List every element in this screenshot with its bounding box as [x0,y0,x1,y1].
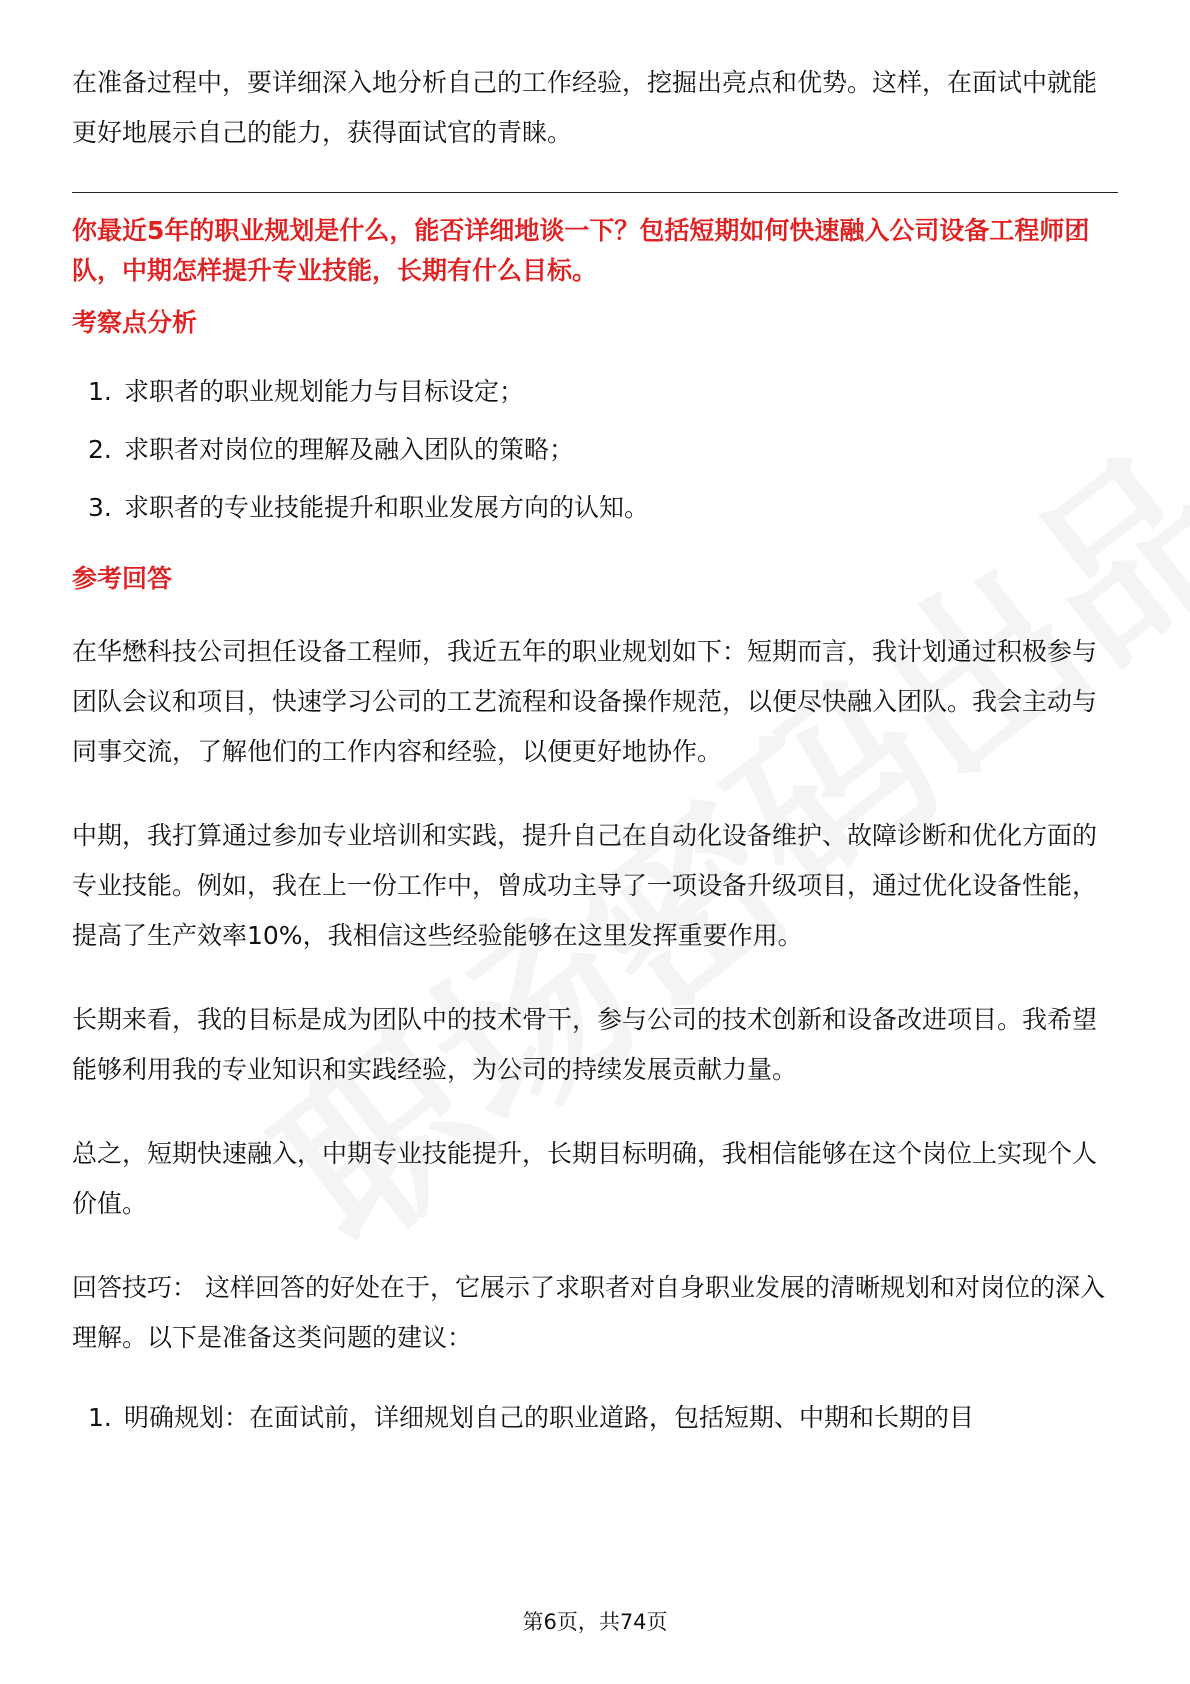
tips-paragraph: 回答技巧： 这样回答的好处在于，它展示了求职者对自身职业发展的清晰规划和对岗位的深入理解。以下是准备这类问题的建议： [72,1273,1105,1352]
list-number: 1. [88,377,112,406]
page-number: 第6页，共74页 [522,1610,668,1634]
list-number: 1. [88,1403,112,1432]
analysis-title: 考察点分析 [72,308,198,337]
answer-paragraph-short-term: 在华懋科技公司担任设备工程师，我近五年的职业规划如下：短期而言，我计划通过积极参与团队会议和项目，快速学习公司的工艺流程和设备操作规范，以便尽快融入团队。我会主动与同事交流，了解他们的工作内容和经验，以便更好地协作。 [72,637,1098,766]
list-item-text: 求职者对岗位的理解及融入团队的策略； [124,435,575,464]
tips-list [72,1393,1118,1443]
answer-paragraph-mid-term: 中期，我打算通过参加专业培训和实践，提升自己在自动化设备维护、故障诊断和优化方面的专业技能。例如，我在上一份工作中，曾成功主导了一项设备升级项目，通过优化设备性能，提高了生产效率10%，我相信这些经验能够在这里发挥重要作用。 [72,821,1098,950]
answer-title: 参考回答 [72,564,173,593]
interview-question: 你最近5年的职业规划是什么，能否详细地谈一下？包括短期如何快速融入公司设备工程师团队，中期怎样提升专业技能，长期有什么目标。 [72,216,1090,285]
list-item [72,421,1118,479]
intro-paragraph: 在准备过程中，要详细深入地分析自己的工作经验，挖掘出亮点和优势。这样，在面试中就能更好地展示自己的能力，获得面试官的青睐。 [72,68,1098,147]
list-number: 2. [88,435,112,464]
answer-paragraph-summary: 总之，短期快速融入，中期专业技能提升，长期目标明确，我相信能够在这个岗位上实现个人价值。 [72,1139,1098,1218]
list-item-text: 明确规划：在面试前，详细规划自己的职业道路，包括短期、中期和长期的目 [124,1403,975,1432]
list-item-text: 求职者的职业规划能力与目标设定； [124,377,525,406]
document-page [72,58,1118,1443]
list-item-text: 求职者的专业技能提升和职业发展方向的认知。 [124,493,650,522]
section-divider [72,192,1118,193]
list-item [72,479,1118,537]
answer-paragraph-long-term: 长期来看，我的目标是成为团队中的技术骨干，参与公司的技术创新和设备改进项目。我希望能够利用我的专业知识和实践经验，为公司的持续发展贡献力量。 [72,1005,1098,1084]
list-item [72,363,1118,421]
analysis-list [72,363,1118,537]
list-item [72,1393,1118,1443]
list-number: 3. [88,493,112,522]
